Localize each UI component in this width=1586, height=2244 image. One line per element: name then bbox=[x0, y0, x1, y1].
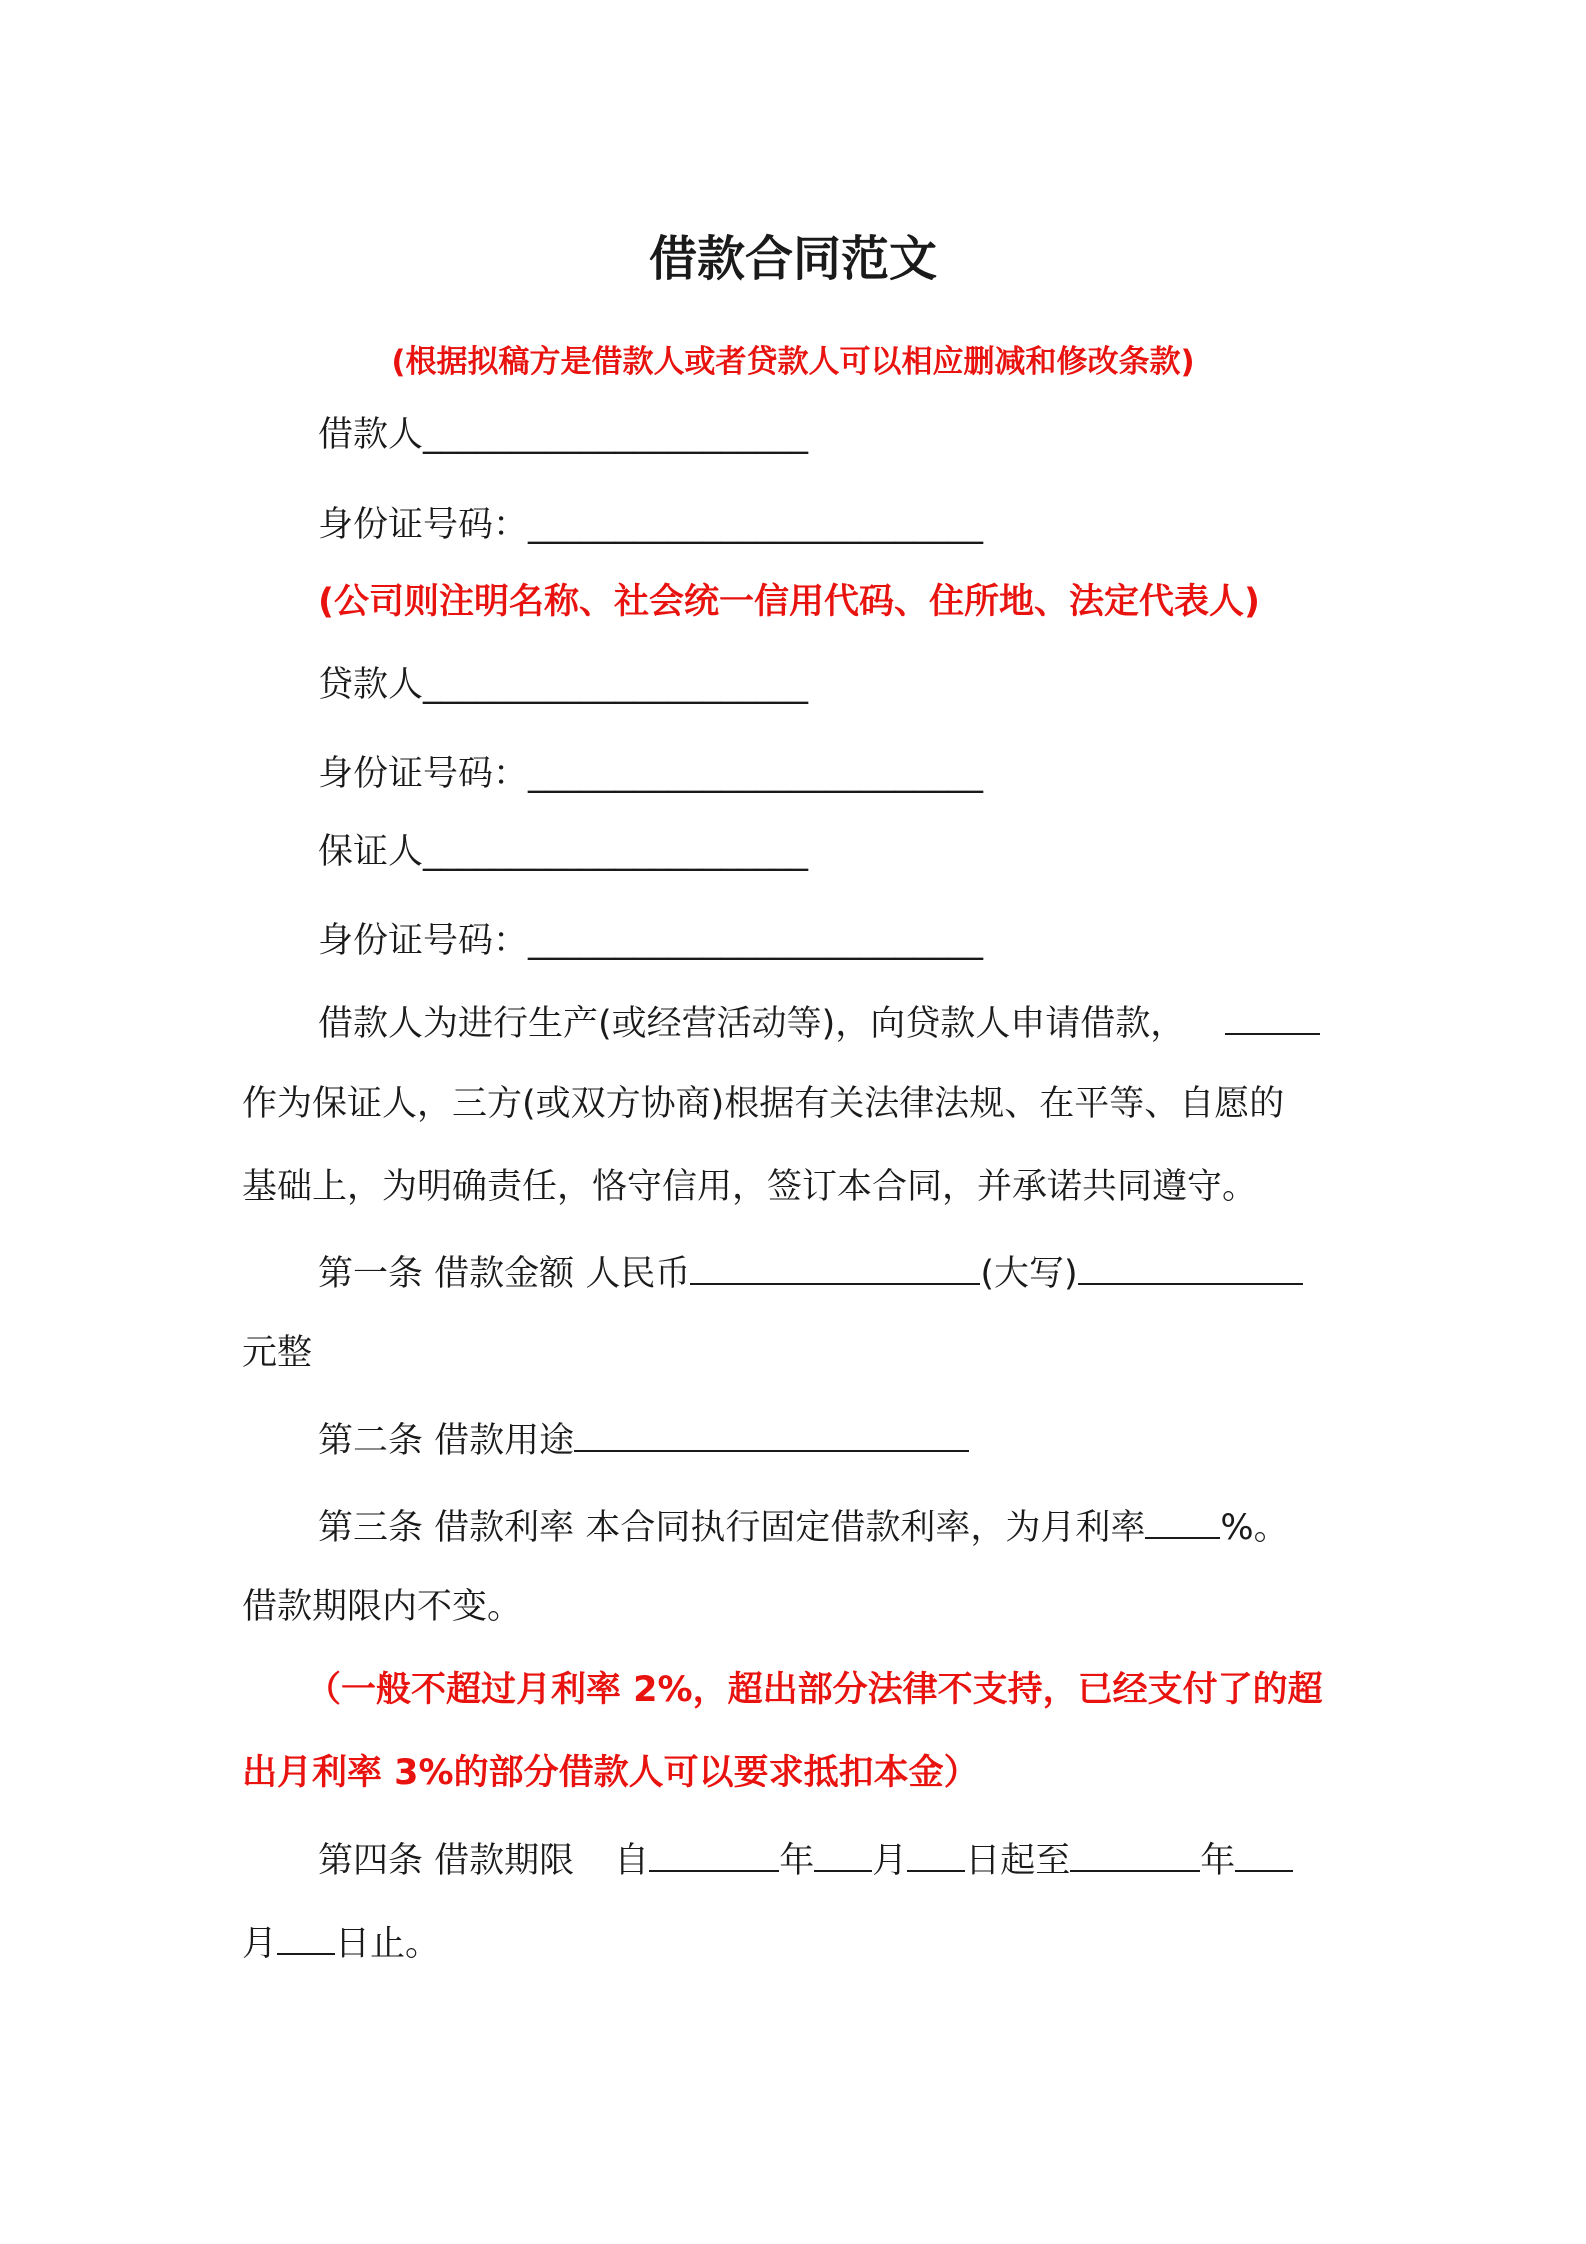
amount-blank bbox=[690, 1253, 980, 1285]
lender-line: 贷款人______________________ bbox=[318, 665, 809, 705]
article-1-line bbox=[318, 1253, 1303, 1292]
article-4-year: 年 bbox=[779, 1841, 815, 1881]
preamble-text-1: 借款人为进行生产(或经营活动等)，向贷款人申请借款， bbox=[318, 1004, 1186, 1044]
end-month-blank bbox=[1235, 1840, 1293, 1872]
article-1-heading: 借款金额 bbox=[434, 1254, 575, 1294]
end-year-blank bbox=[1070, 1840, 1200, 1872]
borrower-id-line: 身份证号码：__________________________ bbox=[318, 505, 984, 545]
start-month-blank bbox=[814, 1840, 872, 1872]
lender-id-line: 身份证号码：__________________________ bbox=[318, 754, 984, 794]
rate-blank bbox=[1145, 1507, 1220, 1539]
article-3-heading: 借款利率 bbox=[434, 1508, 575, 1548]
article-4-from: 自 bbox=[614, 1841, 650, 1881]
guarantor-id-line: 身份证号码：__________________________ bbox=[318, 921, 984, 961]
borrower-line: 借款人______________________ bbox=[318, 415, 809, 455]
article-3-line-2: 借款期限内不变。 bbox=[242, 1587, 523, 1627]
start-day-blank bbox=[907, 1840, 965, 1872]
article-3-note-2: 出月利率 3%的部分借款人可以要求抵扣本金） bbox=[242, 1753, 979, 1793]
article-4-day-end: 日止。 bbox=[335, 1924, 441, 1964]
article-3-percent: %。 bbox=[1220, 1508, 1289, 1548]
guarantor-blank bbox=[1225, 1003, 1320, 1035]
preamble-line-2: 作为保证人，三方(或双方协商)根据有关法律法规、在平等、自愿的 bbox=[242, 1084, 1285, 1124]
start-year-blank bbox=[649, 1840, 779, 1872]
article-4-day-from: 日起至 bbox=[965, 1841, 1071, 1881]
article-3-label: 第三条 bbox=[318, 1508, 424, 1548]
article-3-note-1: （一般不超过月利率 2%，超出部分法律不支持，已经支付了的超 bbox=[306, 1670, 1323, 1710]
company-note: (公司则注明名称、社会统一信用代码、住所地、法定代表人) bbox=[318, 582, 1260, 622]
amount-uppercase-blank bbox=[1078, 1253, 1303, 1285]
page-title: 借款合同范文 bbox=[648, 231, 937, 287]
article-1-label: 第一条 bbox=[318, 1254, 424, 1294]
article-3-line bbox=[318, 1507, 1289, 1546]
subtitle-note: (根据拟稿方是借款人或者贷款人可以相应删减和修改条款) bbox=[391, 344, 1195, 380]
article-1-currency: 人民币 bbox=[585, 1254, 691, 1294]
purpose-blank bbox=[574, 1420, 969, 1452]
article-4-month-2: 月 bbox=[242, 1924, 278, 1964]
article-3-text: 本合同执行固定借款利率，为月利率 bbox=[585, 1508, 1146, 1548]
end-day-blank bbox=[277, 1923, 335, 1955]
article-2-label: 第二条 bbox=[318, 1421, 424, 1461]
article-1-uppercase: (大写) bbox=[980, 1254, 1078, 1294]
article-4-label: 第四条 bbox=[318, 1841, 424, 1881]
article-2-heading: 借款用途 bbox=[434, 1421, 575, 1461]
article-4-month: 月 bbox=[872, 1841, 908, 1881]
guarantor-line: 保证人______________________ bbox=[318, 832, 809, 872]
article-4-year-2: 年 bbox=[1200, 1841, 1236, 1881]
article-2-line bbox=[318, 1420, 969, 1459]
article-1-tail: 元整 bbox=[242, 1333, 313, 1373]
article-4-line bbox=[318, 1840, 1293, 1879]
preamble-line-1 bbox=[318, 1003, 1320, 1042]
article-4-heading: 借款期限 bbox=[434, 1841, 575, 1881]
preamble-line-3: 基础上，为明确责任，恪守信用，签订本合同，并承诺共同遵守。 bbox=[242, 1167, 1258, 1207]
article-4-line-2 bbox=[242, 1923, 440, 1962]
